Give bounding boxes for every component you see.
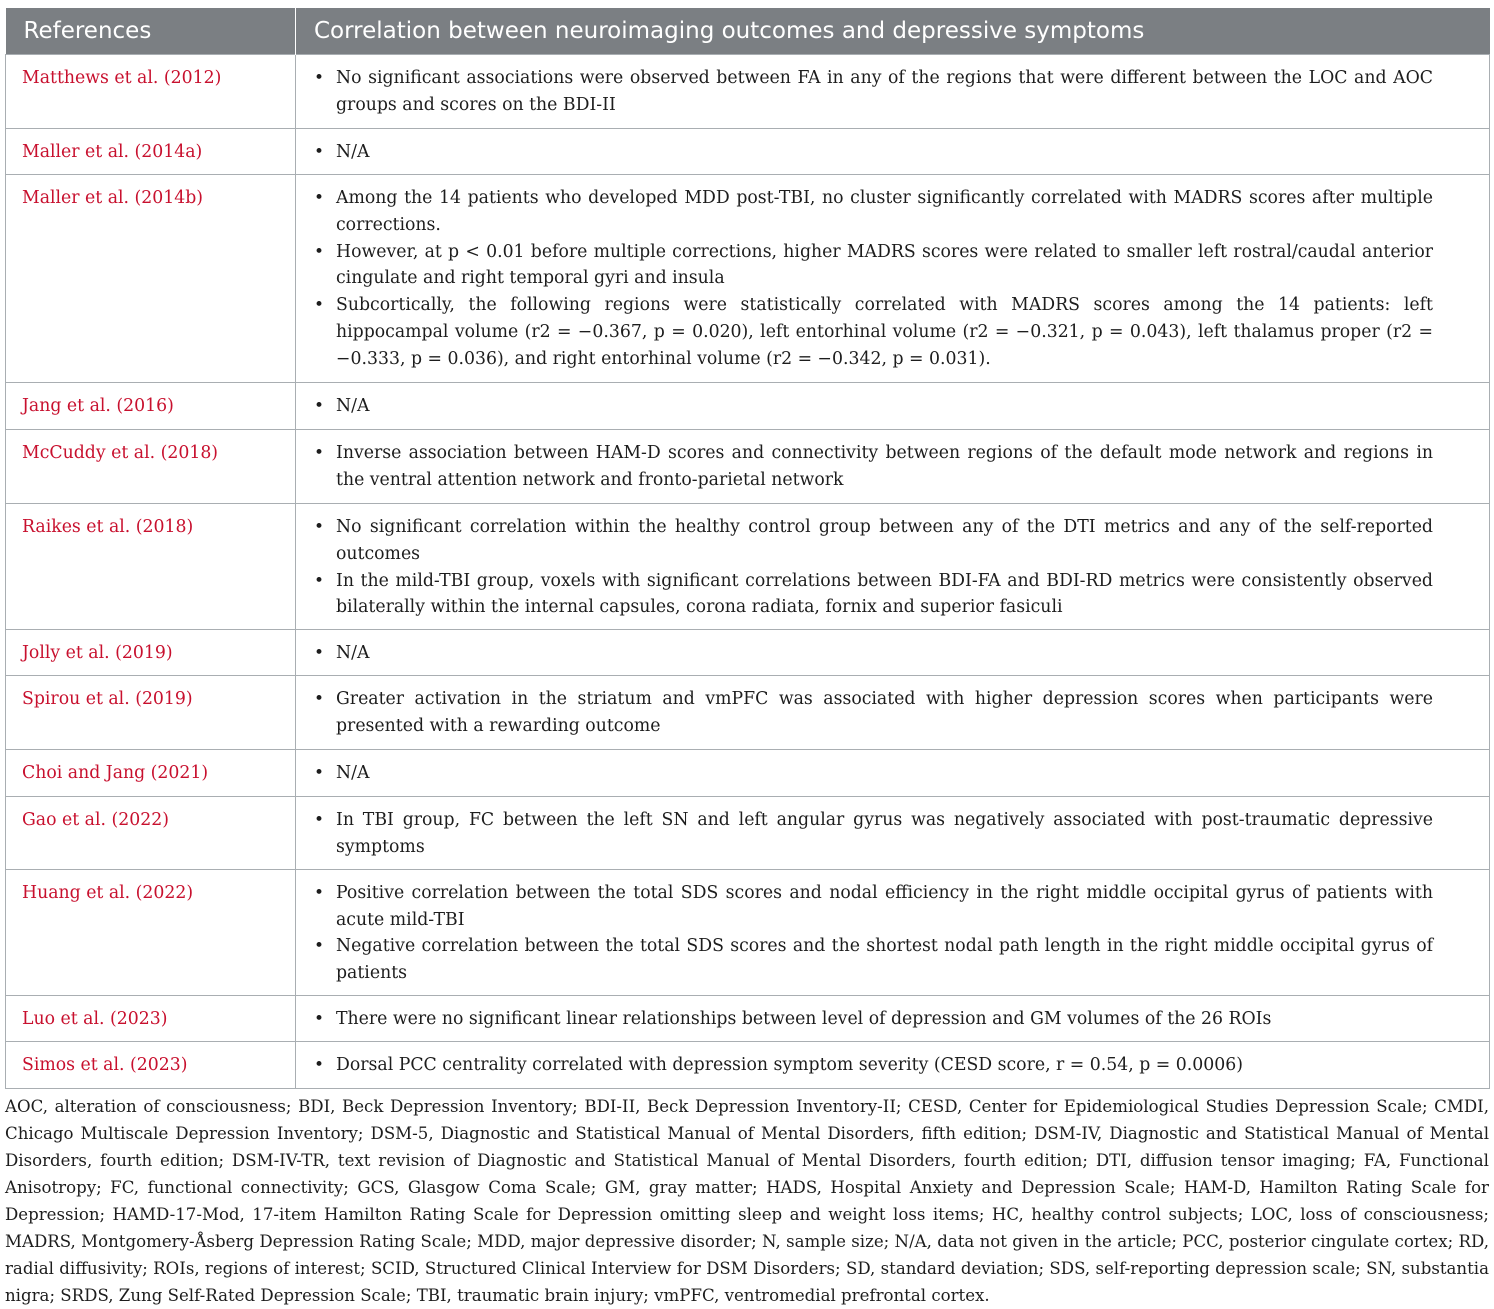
table-row — [6, 504, 1490, 630]
bullet-list — [310, 880, 1433, 987]
bullet-list — [310, 393, 1433, 420]
correlation-cell — [296, 55, 1490, 129]
table-row — [6, 175, 1490, 383]
bullet-list — [310, 686, 1433, 740]
table-row — [6, 630, 1490, 676]
bullet-item: • Among the 14 patients who developed MDD post-TBI, no cluster significantly correlated with MADRS scores after multiple corrections. — [310, 185, 1433, 239]
reference-link[interactable]: Huang et al. (2022) — [6, 869, 296, 995]
reference-link[interactable]: Matthews et al. (2012) — [6, 55, 296, 129]
table-container — [5, 8, 1489, 1309]
table-row — [6, 750, 1490, 797]
bullet-item: • Negative correlation between the total SDS scores and the shortest nodal path length in the right middle occipital gyrus of patients — [310, 933, 1433, 987]
correlation-cell — [296, 504, 1490, 630]
bullet-list — [310, 760, 1433, 787]
bullet-list — [310, 1006, 1433, 1033]
reference-link[interactable]: Raikes et al. (2018) — [6, 504, 296, 630]
bullet-item: • Greater activation in the striatum and vmPFC was associated with higher depression scores when participants were presented with a rewarding outcome — [310, 686, 1433, 740]
bullet-list — [310, 514, 1433, 621]
correlation-cell — [296, 175, 1490, 383]
correlation-cell — [296, 869, 1490, 995]
reference-link[interactable]: Jang et al. (2016) — [6, 383, 296, 430]
bullet-item: • No significant correlation within the healthy control group between any of the DTI metrics and any of the self-reported outcomes — [310, 514, 1433, 568]
bullet-item: • N/A — [310, 139, 1433, 166]
table-row — [6, 676, 1490, 750]
correlation-cell — [296, 129, 1490, 175]
table-row — [6, 383, 1490, 430]
bullet-list — [310, 640, 1433, 667]
bullet-item: • Dorsal PCC centrality correlated with depression symptom severity (CESD score, r = 0.54, p = 0.0006) — [310, 1052, 1433, 1079]
reference-link[interactable]: Maller et al. (2014b) — [6, 175, 296, 383]
table-row — [6, 129, 1490, 175]
bullet-item: • Subcortically, the following regions were statistically correlated with MADRS scores among the 14 patients: left hippocampal volume (r2 = −0.367, p = 0.020), left entorhinal volume (r2 = −0.321, p = 0.043), left thalamus proper (r2 = −0.333, p = 0.036), and right entorhinal volume (r2 = −0.342, p = 0.031). — [310, 292, 1433, 372]
bullet-list — [310, 1052, 1433, 1079]
table-row — [6, 430, 1490, 504]
reference-link[interactable]: Jolly et al. (2019) — [6, 630, 296, 676]
correlation-cell — [296, 1041, 1490, 1088]
table-row — [6, 869, 1490, 995]
bullet-item: • In the mild-TBI group, voxels with significant correlations between BDI-FA and BDI-RD metrics were consistently observed bilaterally within the internal capsules, corona radiata, fornix and superior fasiculi — [310, 568, 1433, 622]
bullet-list — [310, 807, 1433, 861]
reference-link[interactable]: Luo et al. (2023) — [6, 995, 296, 1041]
bullet-item: • N/A — [310, 393, 1433, 420]
table-row — [6, 797, 1490, 870]
correlation-cell — [296, 430, 1490, 504]
header-correlation: Correlation between neuroimaging outcomes and depressive symptoms — [296, 8, 1490, 55]
bullet-item: • N/A — [310, 640, 1433, 667]
bullet-item: • No significant associations were observed between FA in any of the regions that were different between the LOC and AOC groups and scores on the BDI-II — [310, 65, 1433, 119]
bullet-item: • However, at p < 0.01 before multiple corrections, higher MADRS scores were related to smaller left rostral/caudal anterior cingulate and right temporal gyri and insula — [310, 239, 1433, 293]
reference-link[interactable]: Spirou et al. (2019) — [6, 676, 296, 750]
reference-link[interactable]: Choi and Jang (2021) — [6, 750, 296, 797]
table-body — [6, 55, 1490, 1089]
header-references: References — [6, 8, 296, 55]
table-footnote: AOC, alteration of consciousness; BDI, Beck Depression Inventory; BDI-II, Beck Depression Inventory-II; CESD, Center for Epidemiological Studies Depression Scale; CMDI, Chicago Multiscale Depression Inventory; DSM-5, Diagnostic and Statistical Manual of Mental Disorders, fifth edition; DSM-IV, Diagnostic and Statistical Manual of Mental Disorders, fourth edition; DSM-IV-TR, text revision of Diagnostic and Statistical Manual of Mental Disorders, fourth edition; DTI, diffusion tensor imaging; FA, Functional Anisotropy; FC, functional connectivity; GCS, Glasgow Coma Scale; GM, gray matter; HADS, Hospital Anxiety and Depression Scale; HAM-D, Hamilton Rating Scale for Depression; HAMD-17-Mod, 17-item Hamilton Rating Scale for Depression omitting sleep and weight loss items; HC, healthy control subjects; LOC, loss of consciousness; MADRS, Montgomery-Åsberg Depression Rating Scale; MDD, major depressive disorder; N, sample size; N/A, data not given in the article; PCC, posterior cingulate cortex; RD, radial diffusivity; ROIs, regions of interest; SCID, Structured Clinical Interview for DSM Disorders; SD, standard deviation; SDS, self-reporting depression scale; SN, substantia nigra; SRDS, Zung Self-Rated Depression Scale; TBI, traumatic brain injury; vmPFC, ventromedial prefrontal cortex. — [5, 1096, 1489, 1305]
bullet-list — [310, 440, 1433, 494]
correlation-cell — [296, 995, 1490, 1041]
bullet-item: • N/A — [310, 760, 1433, 787]
correlation-cell — [296, 676, 1490, 750]
correlation-cell — [296, 797, 1490, 870]
bullet-list — [310, 185, 1433, 373]
correlation-cell — [296, 630, 1490, 676]
bullet-item: • Positive correlation between the total SDS scores and nodal efficiency in the right middle occipital gyrus of patients with acute mild-TBI — [310, 880, 1433, 934]
table-row — [6, 995, 1490, 1041]
bullet-item: • Inverse association between HAM-D scores and connectivity between regions of the default mode network and regions in the ventral attention network and fronto-parietal network — [310, 440, 1433, 494]
reference-link[interactable]: McCuddy et al. (2018) — [6, 430, 296, 504]
bullet-item: • In TBI group, FC between the left SN and left angular gyrus was negatively associated with post-traumatic depressive symptoms — [310, 807, 1433, 861]
table-row — [6, 1041, 1490, 1088]
reference-link[interactable]: Gao et al. (2022) — [6, 797, 296, 870]
results-table — [5, 8, 1490, 1089]
reference-link[interactable]: Maller et al. (2014a) — [6, 129, 296, 175]
table-header — [6, 8, 1490, 55]
bullet-item: • There were no significant linear relationships between level of depression and GM volumes of the 26 ROIs — [310, 1006, 1433, 1033]
bullet-list — [310, 65, 1433, 119]
correlation-cell — [296, 750, 1490, 797]
table-row — [6, 55, 1490, 129]
reference-link[interactable]: Simos et al. (2023) — [6, 1041, 296, 1088]
correlation-cell — [296, 383, 1490, 430]
bullet-list — [310, 139, 1433, 166]
